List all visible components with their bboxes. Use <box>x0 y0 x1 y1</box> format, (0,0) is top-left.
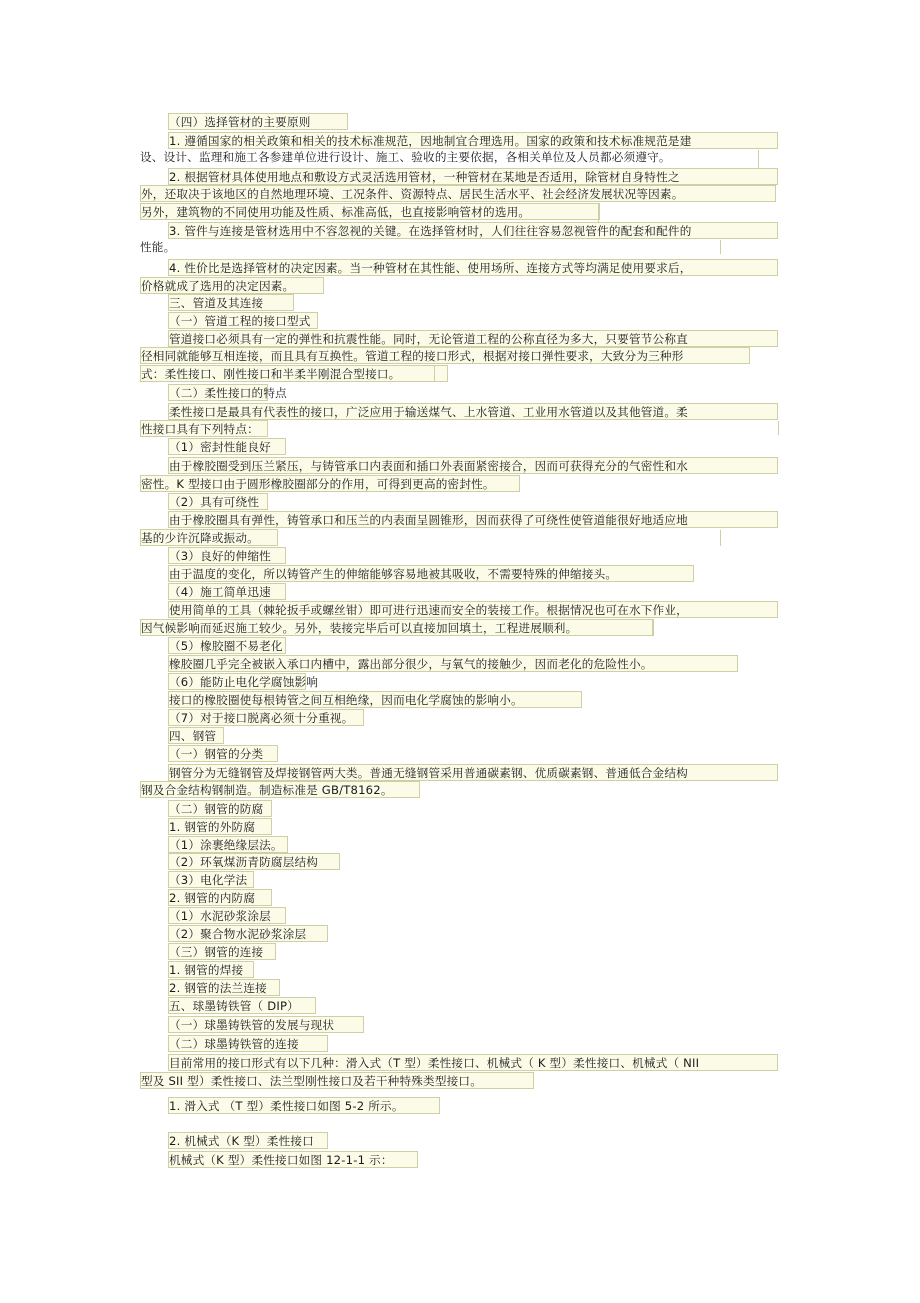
text-edge-marker <box>758 150 759 168</box>
document-line: （5）橡胶圈不易老化 <box>168 637 286 654</box>
document-line: 3. 管件与连接是管材选用中不容忽视的关键。在选择管材时，人们往往容易忽视管件的配套和配件的 <box>168 222 778 239</box>
document-line: （1）涂裹绝缘层法。 <box>168 836 288 853</box>
document-line: （一）管道工程的接口型式 <box>168 312 318 329</box>
document-line: （四）选择管材的主要原则 <box>168 113 348 130</box>
document-line: 由于橡胶圈具有弹性，铸管承口和压兰的内表面呈圆锥形，因而获得了可绕性使管道能很好地适应地 <box>168 511 778 528</box>
document-line: （二）球墨铸铁管的连接 <box>168 1035 328 1052</box>
document-line: （3）良好的伸缩性 <box>168 547 286 564</box>
document-line: 式：柔性接口、刚性接口和半柔半刚混合型接口。 <box>140 365 448 382</box>
document-line: 2. 机械式（K 型）柔性接口 <box>168 1132 328 1149</box>
document-line: （一）球墨铸铁管的发展与现状 <box>168 1016 364 1033</box>
document-line: 钢及合金结构钢制造。制造标准是 GB/T8162。 <box>140 781 420 798</box>
document-line: 使用简单的工具（棘轮扳手或螺丝钳）即可进行迅速而安全的装接工作。根据情况也可在水下作业， <box>168 601 778 618</box>
document-line: （2）环氧煤沥青防腐层结构 <box>168 853 340 870</box>
document-line: 1. 钢管的外防腐 <box>168 818 272 835</box>
document-line: （2）聚合物水泥砂浆涂层 <box>168 925 328 942</box>
document-line: 设、设计、监理和施工各参建单位进行设计、施工、验收的主要依据，各相关单位及人员都必须遵守。 <box>140 150 671 164</box>
text-edge-marker <box>778 421 779 435</box>
document-line: 价格就成了选用的决定因素。 <box>140 277 324 294</box>
document-line: 另外，建筑物的不同使用功能及性质、标准高低，也直接影响管材的选用。 <box>140 203 600 220</box>
document-line: 四、钢管 <box>168 727 224 744</box>
document-line: （7）对于接口脱离必须十分重视。 <box>168 709 364 726</box>
document-line: 2. 钢管的法兰连接 <box>168 979 280 996</box>
document-line: （三）钢管的连接 <box>168 943 276 960</box>
document-line: 型及 SII 型）柔性接口、法兰型刚性接口及若干种特殊类型接口。 <box>140 1072 534 1089</box>
document-line: 性能。 <box>140 240 176 254</box>
document-line: （3）电化学法 <box>168 871 254 888</box>
text-edge-marker <box>652 620 653 636</box>
document-line: （1）密封性能良好 <box>168 438 286 455</box>
text-edge-marker <box>434 366 435 382</box>
document-line: 1. 钢管的焊接 <box>168 961 254 978</box>
document-line: 目前常用的接口形式有以下几种：滑入式（T 型）柔性接口、机械式（ K 型）柔性接口、机械式（ NII <box>168 1054 778 1071</box>
document-line: 接口的橡胶圈使每根铸管之间互相绝缘，因而电化学腐蚀的影响小。 <box>168 691 582 708</box>
document-line: 径相同就能够互相连接，而且具有互换性。管道工程的接口形式，根据对接口弹性要求，大致分为三种形 <box>140 347 750 364</box>
text-edge-marker <box>720 240 721 254</box>
document-line: 2. 钢管的内防腐 <box>168 889 272 906</box>
document-line: （6）能防止电化学腐蚀影响 <box>169 675 319 689</box>
document-line: 2. 根据管材具体使用地点和敷设方式灵活选用管材，一种管材在某地是否适用，除管材自身特性之 <box>168 168 778 185</box>
document-line: 性接口具有下列特点： <box>140 420 268 437</box>
document-line: 橡胶圈几乎完全被嵌入承口内槽中，露出部分很少，与氧气的接触少，因而老化的危险性小。 <box>168 655 738 672</box>
document-line: 基的少许沉降或振动。 <box>140 529 278 546</box>
document-line: （4）施工简单迅速 <box>168 583 286 600</box>
document-line: 由于橡胶圈受到压兰紧压，与铸管承口内表面和插口外表面紧密接合，因而可获得充分的气密性和水 <box>168 457 778 474</box>
document-line: 管道接口必须具有一定的弹性和抗震性能。同时，无论管道工程的公称直径为多大，只要管节公称直 <box>168 330 778 347</box>
document-line: 外，还取决于该地区的自然地理环境、工况条件、资源特点、居民生活水平、社会经济发展状况等因素。 <box>140 185 776 202</box>
document-line: 由于温度的变化，所以铸管产生的伸缩能够容易地被其吸收，不需要特殊的伸缩接头。 <box>168 565 694 582</box>
document-line: 密性。K 型接口由于圆形橡胶圈部分的作用，可得到更高的密封性。 <box>140 475 520 492</box>
document-line: 五、球墨铸铁管（ DIP） <box>168 997 316 1014</box>
document-line: （二）钢管的防腐 <box>168 800 272 817</box>
document-line: 钢管分为无缝钢管及焊接钢管两大类。普通无缝钢管采用普通碳素钢、优质碳素钢、普通低合金结构 <box>168 764 778 781</box>
text-edge-marker <box>598 204 599 222</box>
document-line: 三、管道及其连接 <box>168 294 294 311</box>
document-line: 柔性接口是最具有代表性的接口，广泛应用于输送煤气、上水管道、工业用水管道以及其他管道。柔 <box>168 403 778 420</box>
document-line: （2）具有可绕性 <box>168 493 268 510</box>
document-line: 1. 滑入式 （T 型）柔性接口如图 5-2 所示。 <box>168 1097 440 1114</box>
text-edge-marker <box>720 530 721 546</box>
document-line: 4. 性价比是选择管材的决定因素。当一种管材在其性能、使用场所、连接方式等均满足使用要求后， <box>168 259 778 276</box>
document-line: 1. 遵循国家的相关政策和相关的技术标准规范，因地制宜合理选用。国家的政策和技术标准规范是建 <box>168 132 778 149</box>
document-line: 因气候影响而延迟施工较少。另外，装接完毕后可以直接加回填土，工程进展顺利。 <box>140 619 654 636</box>
document-line: 机械式（K 型）柔性接口如图 12-1-1 示： <box>168 1151 418 1168</box>
document-line: （二）柔性接口的特点 <box>169 386 287 400</box>
document-line: （一）钢管的分类 <box>168 745 278 762</box>
document-line: （1）水泥砂浆涂层 <box>168 907 286 924</box>
